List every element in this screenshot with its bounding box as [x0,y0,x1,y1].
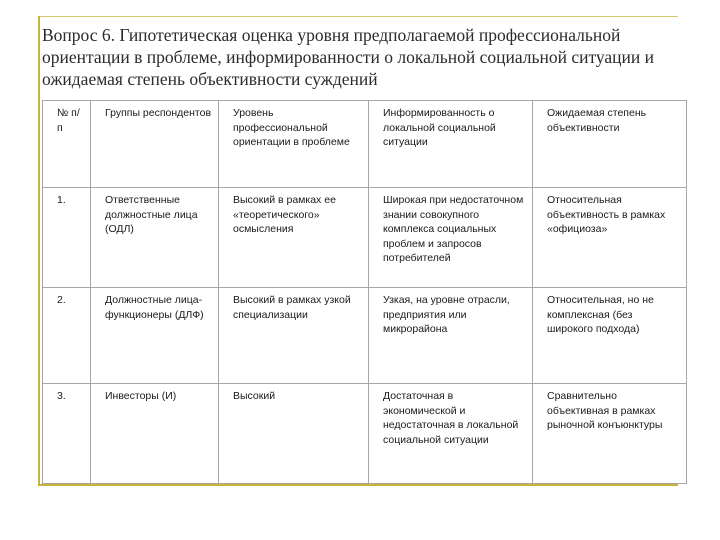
assessment-table [42,100,687,484]
table-row [43,288,687,384]
slide-top-rule [38,16,678,17]
table-row [43,188,687,288]
cell-objectivity: Относительная, но не комплексная (без широкого подхода) [533,288,687,384]
cell-awareness: Широкая при недостаточном знании совокупного комплекса социальных проблем и запросов потребителей [369,188,533,288]
slide-bottom-rule [38,484,678,486]
slide-title: Вопрос 6. Гипотетическая оценка уровня предполагаемой профессиональной ориентации в проблеме, информированности о локальной социальной ситуации и ожидаемая степень объективности суждений [42,25,655,89]
cell-number: 3. [43,384,91,484]
cell-number: 1. [43,188,91,288]
table-row [43,384,687,484]
cell-awareness: Достаточная в экономической и недостаточная в локальной социальной ситуации [369,384,533,484]
cell-level: Высокий в рамках ее «теоретического» осмысления [219,188,369,288]
cell-group: Ответственные должностные лица (ОДЛ) [91,188,219,288]
cell-awareness: Узкая, на уровне отрасли, предприятия или микрорайона [369,288,533,384]
header-cell-objectivity: Ожидаемая степень объективности [533,101,687,188]
cell-objectivity: Относительная объективность в рамках «официоза» [533,188,687,288]
slide-left-rule [38,16,40,486]
cell-level: Высокий [219,384,369,484]
header-cell-number: № п/п [43,101,91,188]
header-cell-awareness: Информированность о локальной социальной ситуации [369,101,533,188]
header-cell-group: Группы респондентов [91,101,219,188]
cell-group: Инвесторы (И) [91,384,219,484]
header-cell-level: Уровень профессиональной ориентации в проблеме [219,101,369,188]
cell-number: 2. [43,288,91,384]
cell-level: Высокий в рамках узкой специализации [219,288,369,384]
cell-objectivity: Сравнительно объективная в рамках рыночной конъюнктуры [533,384,687,484]
table-header-row [43,101,687,188]
cell-group: Должностные лица-функционеры (ДЛФ) [91,288,219,384]
